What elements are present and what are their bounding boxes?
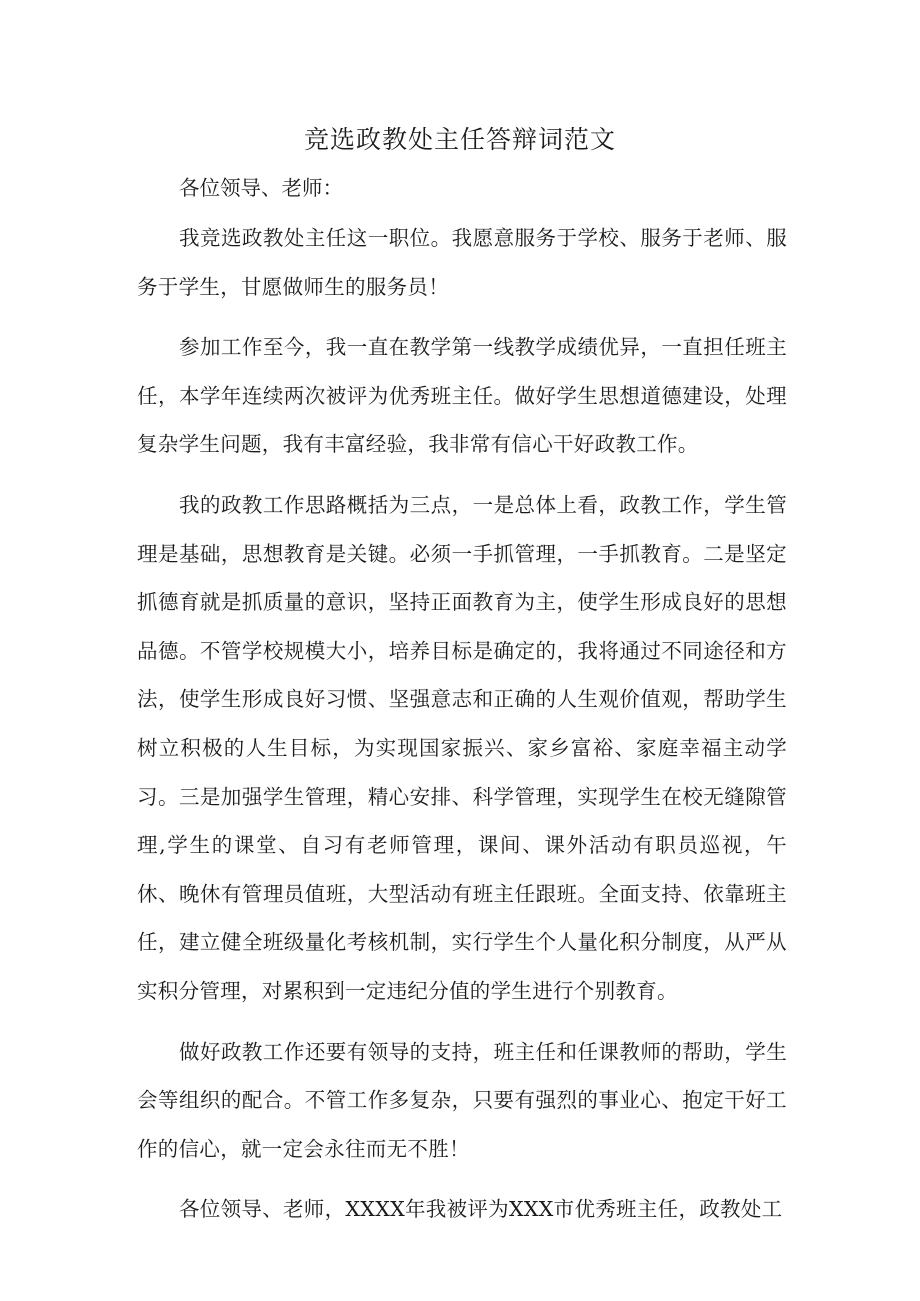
salutation: 各位领导、老师：: [179, 176, 343, 200]
document-body: [137, 168, 787, 1246]
document-title: 竞选政教处主任答辩词范文: [303, 125, 616, 154]
paragraph-1: 我竞选政教处主任这一职位。我愿意服务于学校、服务于老师、服务于学生，甘愿做师生的服务员！: [137, 226, 787, 299]
paragraph-3: 我的政教工作思路概括为三点，一是总体上看，政教工作，学生管理是基础，思想教育是关键。必须一手抓管理，一手抓教育。二是坚定抓德育就是抓质量的意识，坚持正面教育为主，使学生形成良好的思想品德。不管学校规模大小，培养目标是确定的，我将通过不同途径和方法，使学生形成良好习惯、坚强意志和正确的人生观价值观，帮助学生树立积极的人生目标，为实现国家振兴、家乡富裕、家庭幸福主动学习。三是加强学生管理，精心安排、科学管理，实现学生在校无缝隙管理,学生的课堂、自习有老师管理，课间、课外活动有职员巡视，午休、晚休有管理员值班，大型活动有班主任跟班。全面支持、依靠班主任，建立健全班级量化考核机制，实行学生个人量化积分制度，从严从实积分管理，对累积到一定违纪分值的学生进行个别教育。: [137, 492, 787, 1003]
paragraph-5: 各位领导、老师，XXXX年我被评为XXX市优秀班主任，政教处工: [179, 1197, 783, 1222]
paragraph-4: 做好政教工作还要有领导的支持，班主任和任课教师的帮助，学生会等组织的配合。不管工作多复杂，只要有强烈的事业心、抱定干好工作的信心，就一定会永往而无不胜！: [137, 1039, 787, 1161]
paragraph-2: 参加工作至今，我一直在教学第一线教学成绩优异，一直担任班主任，本学年连续两次被评为优秀班主任。做好学生思想道德建设，处理复杂学生问题，我有丰富经验，我非常有信心干好政教工作。: [137, 335, 787, 457]
